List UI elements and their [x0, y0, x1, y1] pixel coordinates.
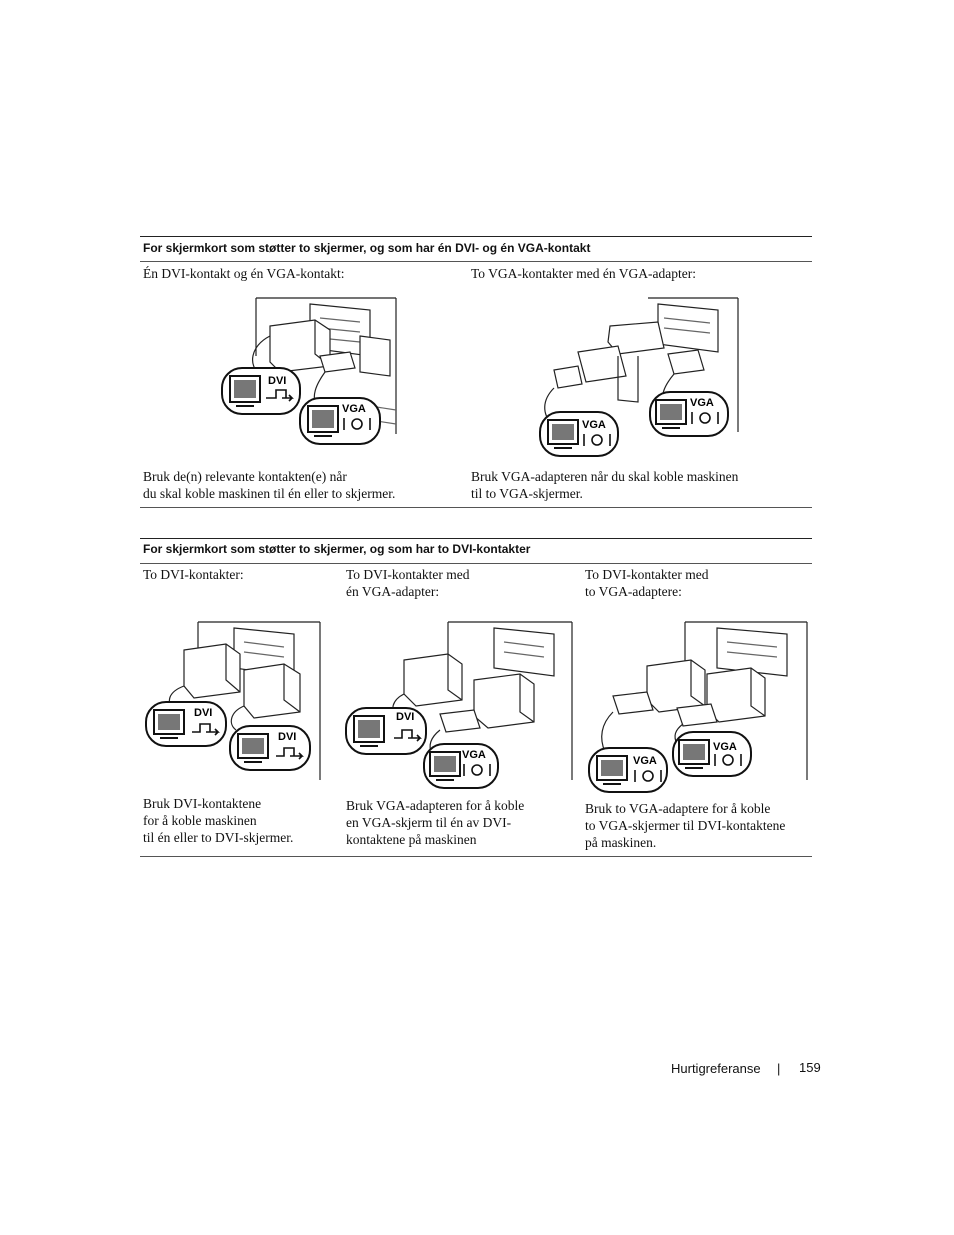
table1-col1-caption: Bruk de(n) relevante kontakten(e) når du skal koble maskinen til én eller to skjermer. — [143, 469, 396, 501]
table1-col2-title: To VGA-kontakter med én VGA-adapter: — [471, 266, 696, 281]
footer-separator: | — [777, 1061, 781, 1076]
monitor-badge-dvi — [346, 708, 426, 754]
monitor-badge-vga-left — [589, 748, 667, 792]
monitor-badge-vga — [424, 744, 498, 788]
table2-col3-caption: Bruk to VGA-adaptere for å koble to VGA-skjermer til DVI-kontaktene på maskinen. — [585, 801, 786, 850]
illustration-vga-vga-adapter — [538, 296, 740, 460]
badge-label: VGA — [690, 397, 714, 409]
badge-label: DVI — [396, 711, 415, 723]
illustration-dvi-vga-adapter — [344, 620, 576, 792]
badge-label: VGA — [582, 419, 606, 431]
table1-bottom-rule — [140, 507, 812, 508]
table2-col2-title: To DVI-kontakter med én VGA-adapter: — [346, 567, 470, 599]
badge-label: DVI — [194, 707, 213, 719]
monitor-badge-dvi-right — [230, 726, 310, 770]
monitor-badge-vga-right — [673, 732, 751, 776]
table1-col1-title: Én DVI-kontakt og én VGA-kontakt: — [143, 266, 345, 281]
badge-label: DVI — [268, 375, 287, 387]
table1-top-rule — [140, 236, 812, 237]
badge-label: DVI — [278, 731, 297, 743]
monitor-badge-dvi — [222, 368, 300, 414]
table1-header-rule — [140, 261, 812, 262]
monitor-badge-vga-left — [540, 412, 618, 456]
monitor-badge-vga — [300, 398, 380, 444]
illustration-dvi-vga — [220, 296, 402, 446]
table2-header: For skjermkort som støtter to skjermer, og som har to DVI-kontakter — [143, 542, 531, 556]
table2-col1-title: To DVI-kontakter: — [143, 567, 244, 582]
illustration-dvi-dvi-two-vga-adapters — [587, 620, 811, 796]
badge-label: VGA — [713, 741, 737, 753]
page-number: 159 — [799, 1060, 821, 1075]
table1-header: For skjermkort som støtter to skjermer, og som har én DVI- og én VGA-kontakt — [143, 241, 591, 255]
badge-label: VGA — [462, 749, 486, 761]
monitor-badge-dvi-left — [146, 702, 226, 746]
table2-header-rule — [140, 563, 812, 564]
table2-bottom-rule — [140, 856, 812, 857]
illustration-dvi-dvi — [144, 620, 324, 784]
table2-top-rule — [140, 538, 812, 539]
footer-section-name: Hurtigreferanse — [671, 1061, 761, 1076]
table2-col3-title: To DVI-kontakter med to VGA-adaptere: — [585, 567, 709, 599]
badge-label: VGA — [633, 755, 657, 767]
table1-col2-caption: Bruk VGA-adapteren når du skal koble maskinen til to VGA-skjermer. — [471, 469, 739, 501]
monitor-badge-vga-right — [650, 392, 728, 436]
table2-col1-caption: Bruk DVI-kontaktene for å koble maskinen til én eller to DVI-skjermer. — [143, 796, 294, 845]
table2-col2-caption: Bruk VGA-adapteren for å koble en VGA-skjerm til én av DVI- kontaktene på maskinen — [346, 798, 525, 847]
badge-label: VGA — [342, 403, 366, 415]
